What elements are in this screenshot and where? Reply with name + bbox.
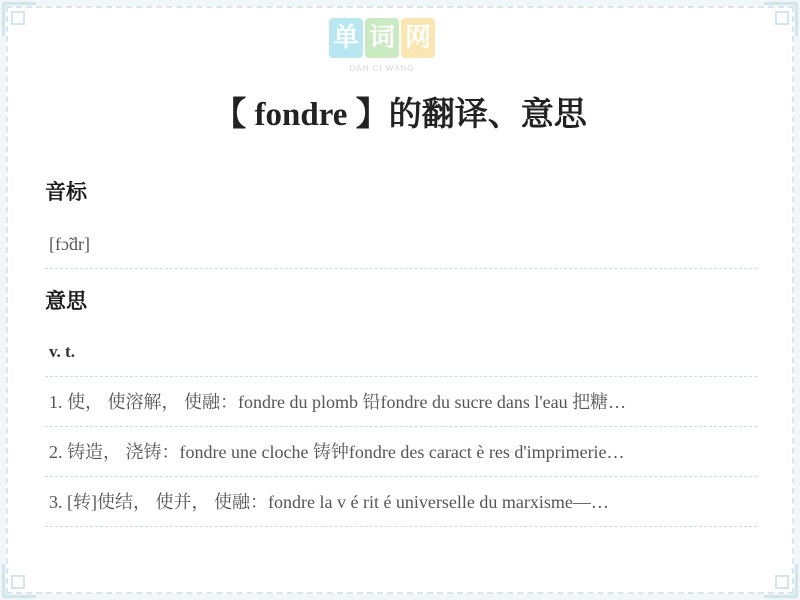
logo-subtitle: DAN CI WANG bbox=[349, 64, 415, 73]
corner-ornament-bottom-right bbox=[764, 564, 798, 598]
definition-item-1: 1. 使， 使溶解， 使融：fondre du plomb 铅fondre du sucre dans l'eau 把糖… bbox=[45, 377, 757, 427]
corner-ornament-top-left bbox=[2, 2, 36, 36]
site-logo-watermark bbox=[327, 18, 437, 76]
corner-ornament-bottom-left bbox=[2, 564, 36, 598]
definition-item-3: 3. [转]使结， 使并， 使融：fondre la v é rit é universelle du marxisme—… bbox=[45, 477, 757, 527]
logo-char-2: 词 bbox=[365, 18, 399, 58]
corner-ornament-top-right bbox=[764, 2, 798, 36]
page-title: 【 fondre 】的翻译、意思 bbox=[213, 97, 587, 133]
logo-char-3: 网 bbox=[401, 18, 435, 58]
logo-char-1: 单 bbox=[329, 18, 363, 58]
definition-item-2: 2. 铸造， 浇铸：fondre une cloche 铸钟fondre des caract è res d'imprimerie… bbox=[45, 427, 757, 477]
part-of-speech: v. t. bbox=[45, 327, 757, 377]
meaning-heading: 意思 bbox=[45, 289, 87, 313]
phonetic-value: [fɔ̃dr] bbox=[45, 219, 757, 269]
phonetic-heading: 音标 bbox=[45, 180, 87, 204]
